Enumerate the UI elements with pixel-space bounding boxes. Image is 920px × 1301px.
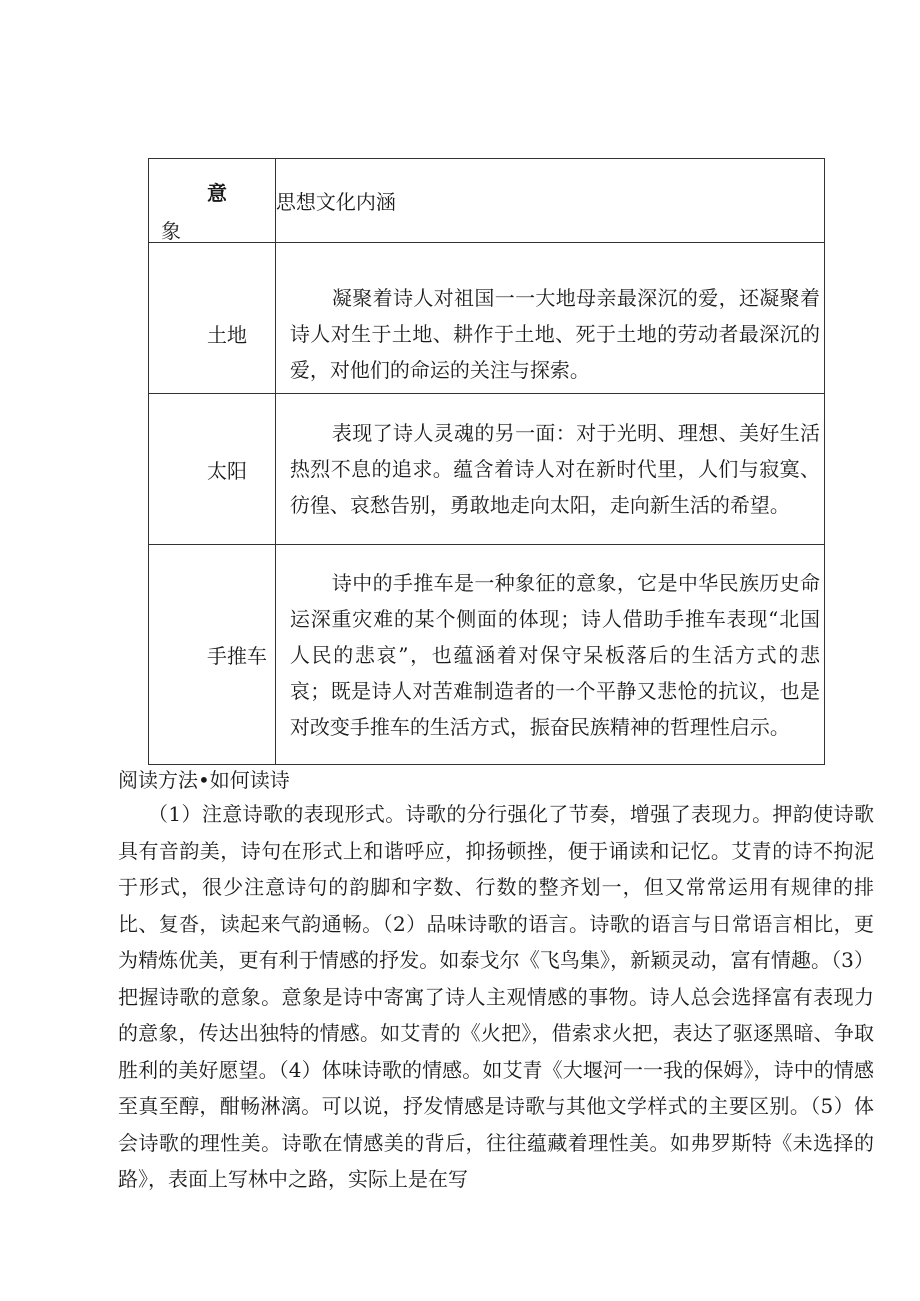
table-row bbox=[149, 394, 825, 545]
section-title: 阅读方法•如何读诗 bbox=[118, 768, 290, 792]
imagery-table bbox=[148, 158, 825, 765]
imagery-name-cell bbox=[149, 545, 276, 765]
header-meaning-cell bbox=[275, 159, 824, 243]
table-row bbox=[149, 545, 825, 765]
header-imagery-cell bbox=[149, 159, 276, 243]
imagery-name: 手推车 bbox=[207, 644, 267, 668]
imagery-meaning-cell bbox=[275, 545, 824, 765]
imagery-meaning: 表现了诗人灵魂的另一面：对于光明、理想、美好生活热烈不息的追求。蕴含着诗人对在新时代里，人们与寂寞、彷徨、哀愁告别，勇敢地走向太阳，走向新生活的希望。 bbox=[289, 421, 820, 517]
reading-method-paragraph: （1）注意诗歌的表现形式。诗歌的分行强化了节奏，增强了表现力。押韵使诗歌具有音韵美，诗句在形式上和谐呼应，抑扬顿挫，便于诵读和记忆。艾青的诗不拘泥于形式，很少注意诗句的韵脚和字数、行数的整齐划一，但又常常运用有规律的排比、复沓，读起来气韵通畅。（2）品味诗歌的语言。诗歌的语言与日常语言相比，更为精炼优美，更有利于情感的抒发。如泰戈尔《飞鸟集》，新颖灵动，富有情趣。（3）把握诗歌的意象。意象是诗中寄寓了诗人主观情感的事物。诗人总会选择富有表现力的意象，传达出独特的情感。如艾青的《火把》，借索求火把，表达了驱逐黑暗、争取胜利的美好愿望。（4）体味诗歌的情感。如艾青《大堰河一一我的保姆》，诗中的情感至真至醇，酣畅淋漓。可以说，抒发情感是诗歌与其他文学样式的主要区别。（5）体会诗歌的理性美。诗歌在情感美的背后，往往蕴藏着理性美。如弗罗斯特《未选择的路》，表面上写林中之路，实际上是在写 bbox=[118, 802, 874, 1191]
header-imagery-label-bottom: 象 bbox=[161, 219, 181, 243]
imagery-meaning-cell bbox=[275, 243, 824, 394]
table-row bbox=[149, 243, 825, 394]
header-meaning-label: 思想文化内涵 bbox=[275, 190, 396, 214]
imagery-name: 土地 bbox=[207, 322, 247, 347]
imagery-meaning-cell bbox=[275, 394, 824, 545]
imagery-name-cell bbox=[149, 243, 276, 394]
imagery-meaning: 凝聚着诗人对祖国一一大地母亲最深沉的爱，还凝聚着诗人对生于土地、耕作于土地、死于土地的劳动者最深沉的爱，对他们的命运的关注与探索。 bbox=[289, 286, 820, 382]
table-header-row bbox=[149, 159, 825, 243]
imagery-meaning: 诗中的手推车是一种象征的意象，它是中华民族历史命运深重灾难的某个侧面的体现；诗人借助手推车表现“北国人民的悲哀”，也蕴涵着对保守呆板落后的生活方式的悲哀；既是诗人对苦难制造者的一个平静又悲怆的抗议，也是对改变手推车的生活方式，振奋民族精神的哲理性启示。 bbox=[289, 570, 820, 739]
imagery-name-cell bbox=[149, 394, 276, 545]
imagery-name: 太阳 bbox=[207, 458, 247, 483]
header-imagery-label-top: 意 bbox=[207, 181, 227, 205]
